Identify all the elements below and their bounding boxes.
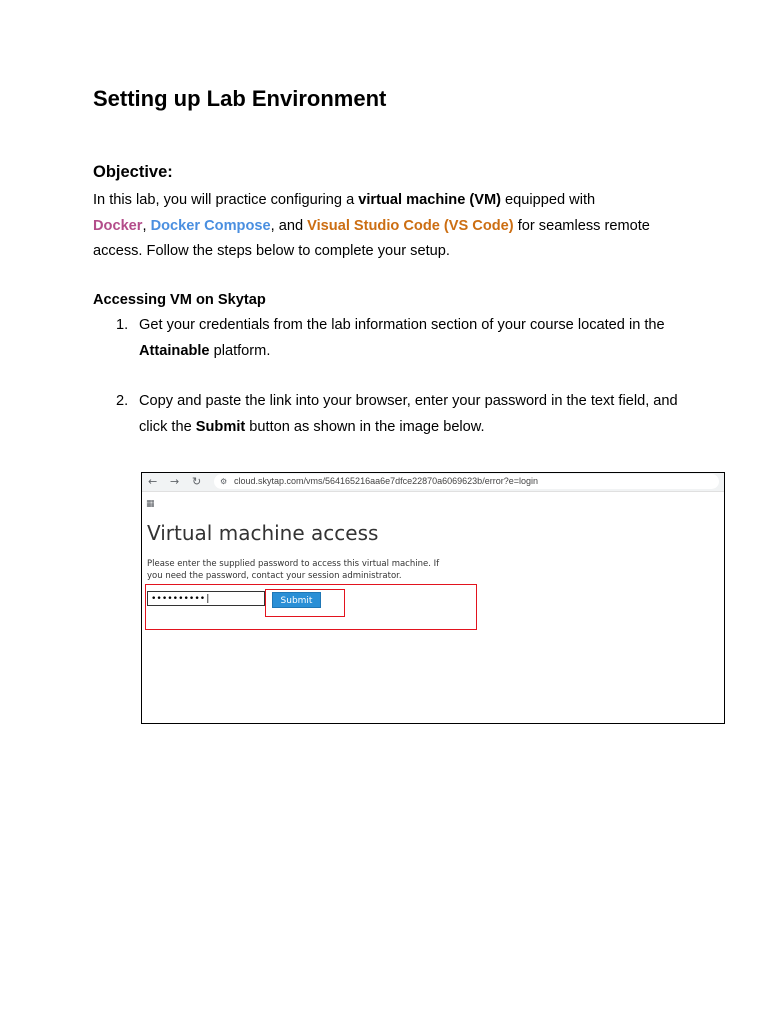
- attainable-term: Attainable: [139, 342, 210, 359]
- step-1-text-a: Get your credentials from the lab information section of your course located in the: [139, 317, 665, 333]
- step-2: [116, 389, 696, 440]
- reload-icon[interactable]: ↻: [192, 475, 202, 488]
- objective-text-2: equipped with: [501, 192, 596, 208]
- docker-compose-term: Docker Compose: [150, 217, 271, 234]
- submit-button[interactable]: Submit: [272, 592, 321, 608]
- step-1: [116, 313, 696, 364]
- apps-grid-icon[interactable]: ▦: [146, 499, 155, 509]
- step-number: 1.: [116, 317, 129, 333]
- password-field[interactable]: ••••••••••|: [147, 591, 265, 606]
- embedded-screenshot: [141, 472, 725, 724]
- page-title: Setting up Lab Environment: [93, 86, 387, 111]
- vm-term: virtual machine (VM): [358, 192, 501, 208]
- highlight-box-submit: [265, 589, 345, 617]
- and-text: , and: [270, 217, 308, 234]
- site-settings-icon[interactable]: ⚙: [220, 477, 228, 486]
- section-heading: Accessing VM on Skytap: [93, 292, 266, 308]
- comma-text: ,: [142, 217, 151, 234]
- step-text: [139, 313, 696, 364]
- vm-access-heading: Virtual machine access: [147, 521, 379, 545]
- arrow-right-icon[interactable]: →: [170, 475, 180, 488]
- step-2-text-a: Copy and paste the link into your browser, enter your password in the text field, and click the: [139, 393, 678, 435]
- address-bar[interactable]: [214, 474, 719, 489]
- vm-access-description: Please enter the supplied password to access this virtual machine. If you need the password, contact your session administrator.: [147, 559, 440, 581]
- objective-text-3: for seamless remote access. Follow the steps below to complete your setup.: [93, 217, 650, 259]
- url-text: cloud.skytap.com/vms/564165216aa6e7dfce22870a6069623b/error?e=login: [234, 476, 538, 486]
- docker-term: Docker: [93, 217, 143, 234]
- arrow-left-icon[interactable]: ←: [148, 475, 158, 488]
- step-1-text-b: platform.: [209, 342, 271, 359]
- objective-text-1: In this lab, you will practice configuring a: [93, 192, 359, 208]
- vscode-term: Visual Studio Code (VS Code): [307, 217, 514, 234]
- step-number: 2.: [116, 393, 129, 409]
- step-2-text-b: button as shown in the image below.: [245, 418, 485, 435]
- objective-heading: Objective:: [93, 163, 173, 181]
- step-text: [139, 389, 696, 440]
- browser-toolbar: [142, 473, 724, 492]
- objective-paragraph: [93, 188, 693, 265]
- submit-term: Submit: [195, 418, 246, 435]
